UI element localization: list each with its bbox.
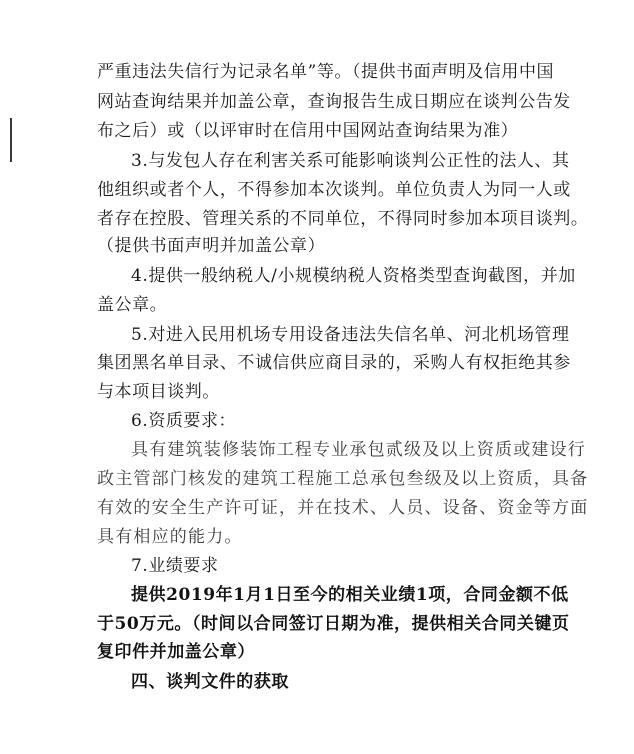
- item-7-heading: 7.业绩要求: [131, 556, 219, 576]
- scan-edge-mark: [10, 118, 12, 162]
- item-3-line-1: 3.与发包人存在利害关系可能影响谈判公正性的法人、其: [131, 151, 570, 171]
- text-line-3: 布之后）或（以评审时在信用中国网站查询结果为准）: [97, 121, 519, 141]
- item-7-line-1: 提供2019年1月1日至今的相关业绩1项，合同金额不低: [131, 585, 569, 605]
- item-4-line-1: 4.提供一般纳税人/小规模纳税人资格类型查询截图，并加: [131, 266, 576, 286]
- item-6-line-1: 具有建筑装修装饰工程专业承包贰级及以上资质或建设行: [131, 440, 586, 460]
- item-3-line-2: 他组织或者个人，不得参加本次谈判。单位负责人为同一人或: [97, 180, 571, 200]
- section-4-heading: 四、谈判文件的获取: [131, 672, 289, 692]
- item-4-line-2: 盖公章。: [97, 295, 168, 315]
- text-line-1: 严重违法失信行为记录名单”等。（提供书面声明及信用中国: [97, 62, 555, 82]
- item-3-line-3: 者存在控股、管理关系的不同单位，不得同时参加本项目谈判。: [97, 209, 589, 229]
- item-5-line-1: 5.对进入民用机场专用设备违法失信名单、河北机场管理: [131, 325, 570, 345]
- item-5-line-3: 与本项目谈判。: [97, 382, 220, 402]
- item-6-line-2: 政主管部门核发的建筑工程施工总承包叁级及以上资质，具备: [97, 469, 589, 489]
- item-3-line-4: （提供书面声明并加盖公章）: [97, 236, 326, 256]
- item-6-line-4: 具有相应的能力。: [97, 527, 243, 547]
- item-6-line-3: 有效的安全生产许可证，并在技术、人员、设备、资金等方面: [97, 498, 589, 518]
- item-7-line-3: 复印件并加盖公章）: [97, 642, 255, 662]
- item-6-heading: 6.资质要求：: [131, 411, 237, 431]
- text-line-2: 网站查询结果并加盖公章，查询报告生成日期应在谈判公告发: [97, 92, 571, 112]
- item-5-line-2: 集团黑名单目录、不诚信供应商目录的，采购人有权拒绝其参: [97, 353, 571, 373]
- item-7-line-2: 于50万元。（时间以合同签订日期为准，提供相关合同关键页: [97, 614, 570, 634]
